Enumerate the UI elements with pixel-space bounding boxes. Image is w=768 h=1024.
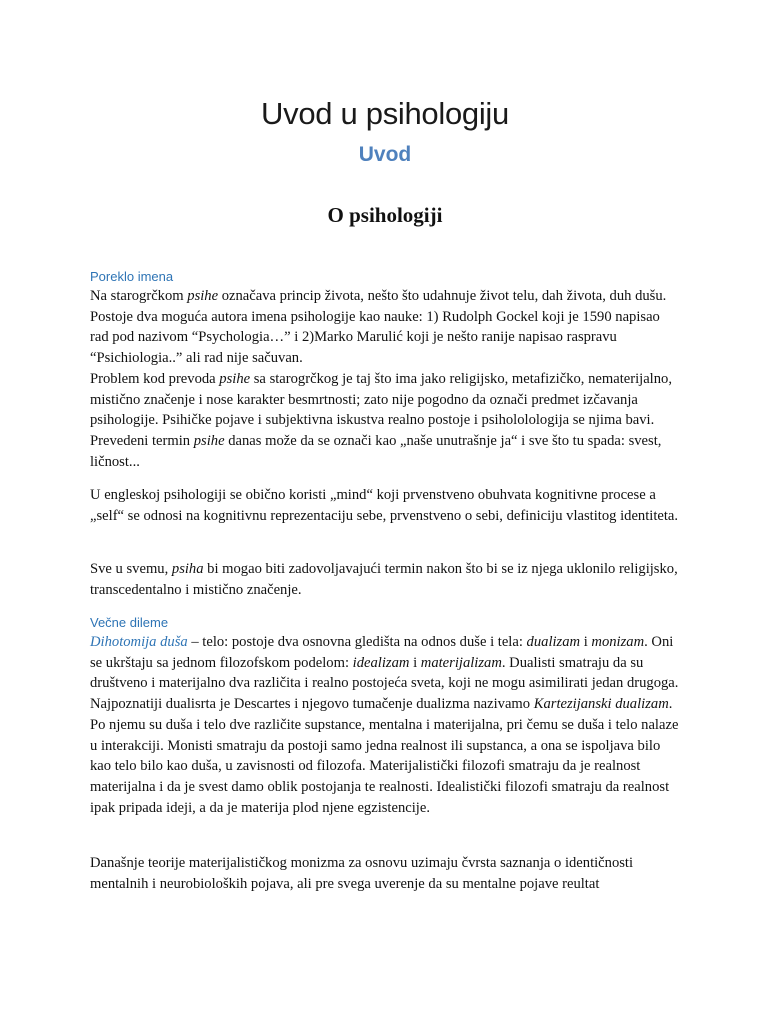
- section-vecne-dileme: [90, 614, 680, 818]
- section-heading-poreklo: Poreklo imena: [90, 269, 174, 284]
- paragraph-dileme-1: Dihotomija duša – telo: postoje dva osnovna gledišta na odnos duše i tela: dualizam i monizam. Oni se ukrštaju sa jednom filozofskom podelom: idealizam i materijalizam. Dualisti smatraju da su društveno i materijalno dva različita i realno postojeća sveta, koji ne mogu asimilirati jedan drugoga. Najpoznatiji dualisrta je Descartes i njegovo tumačenje dualizma nazivamo Kartezijanski dualizam. Po njemu su duša i telo dve različite supstance, mentalna i materijalna, pri čemu se duša i telo nalaze u interakciji. Monisti smatraju da postoji samo jedna realnost ili supstanca, a ona se ispoljava bilo kao telo bilo kao duša, u zavisnosti od filozofa. Materijalistički filozofi smatraju da je realnost materijalna i da je svest damo oblik postojanja te realnosti. Idealistički filozofi smatraju da realnost ipak pripada ideji, a da je materija plod njene egzistencije.: [90, 634, 679, 816]
- document-title: Uvod u psihologiju: [261, 96, 509, 131]
- section-poreklo-imena: [90, 268, 680, 472]
- paragraph-poreklo-4: Sve u svemu, psiha bi mogao biti zadovoljavajući termin nakon što bi se iz njega uklonilo religijsko, transcedentalno i mistično značenje.: [90, 561, 678, 598]
- dihotomija-term: Dihotomija duša: [90, 634, 188, 650]
- paragraph-dileme-2-wrap: [90, 853, 680, 894]
- section-main-heading: O psihologiji: [327, 203, 443, 227]
- section-heading-vecne-dileme: Večne dileme: [90, 615, 169, 630]
- paragraph-dileme-2: Današnje teorije materijalističkog monizma za osnovu uzimaju čvrsta saznanja o identičnosti mentalnih i neurobioloških pojava, ali pre svega uverenje da su mentalne pojave reultat: [90, 855, 634, 892]
- document-subtitle: Uvod: [358, 143, 412, 166]
- paragraph-poreklo-3: U engleskoj psihologiji se obično koristi „mind“ koji prvenstveno obuhvata kognitivne procese a „self“ se odnosi na kognitivnu reprezentaciju sebe, prvenstveno o sebi, definiciju vlastitog identiteta.: [90, 487, 679, 524]
- paragraph-poreklo-1: Na starogrčkom psihe označava princip života, nešto što udahnuje život telu, dah života, duh dušu. Postoje dva moguća autora imena psihologije kao nauke: 1) Rudolph Gockel koji je 1590 napisao rad pod nazivom “Psychologia…” i 2)Marko Marulić koji je nešto ranije napisao raspravu “Psichiologia..” ali rad nije sačuvan.: [90, 288, 667, 367]
- paragraph-poreklo-3-wrap: [90, 485, 680, 526]
- paragraph-poreklo-4-wrap: [90, 559, 680, 600]
- paragraph-poreklo-2: Problem kod prevoda psihe sa starogrčkog je taj što ima jako religijsko, metafizičko, nematerijalno, mistično značenje i nose karakter besmrtnosti; zato nije pogodno da označi predmet izčavanja psihologije. Psihičke pojave i subjektivna iskustva realno postoje i psihololologija se njima bavi. Prevedeni termin psihe danas može da se označi kao „naše unutrašnje ja“ i sve što tu spada: svest, ličnost...: [90, 370, 672, 470]
